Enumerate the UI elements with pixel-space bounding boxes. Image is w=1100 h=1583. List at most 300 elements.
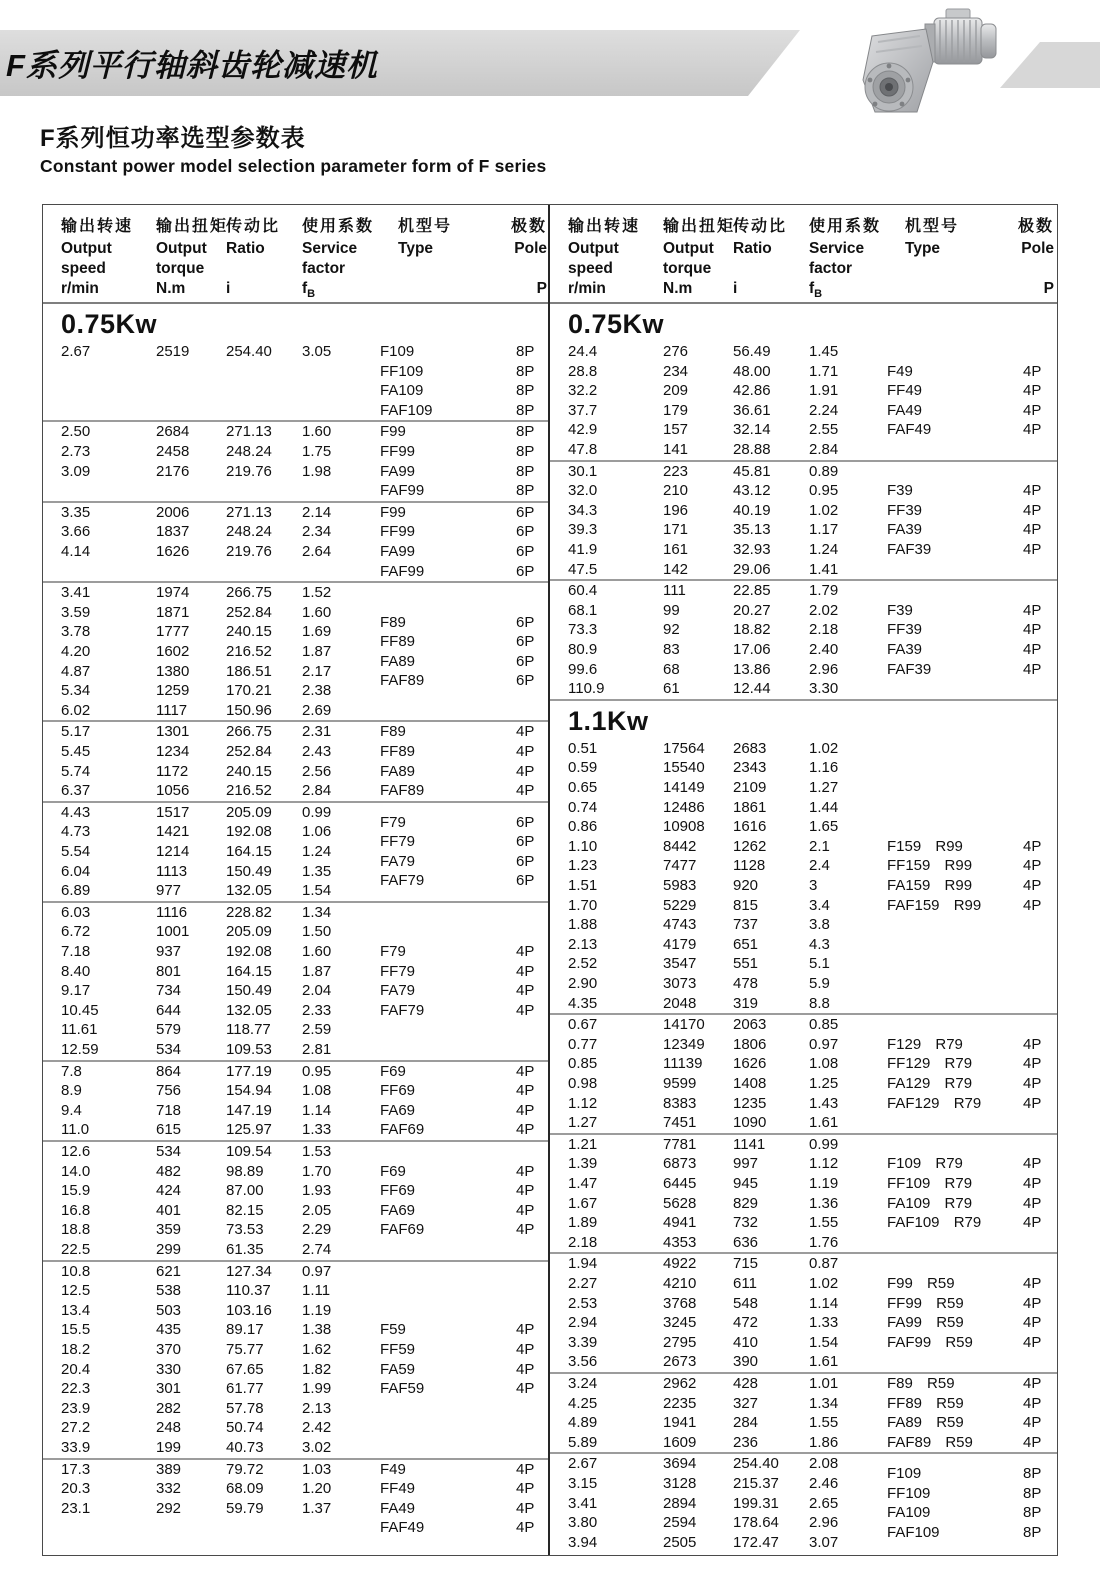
output-speed-value: 30.1: [568, 462, 598, 480]
output-speed-value: 3.41: [568, 1494, 598, 1512]
model-type: F99: [380, 423, 406, 441]
pole-count: 4P: [516, 982, 535, 1000]
output-speed-value: 0.98: [568, 1074, 598, 1092]
pole-count: 6P: [516, 652, 535, 670]
ratio-value: 240.15: [226, 762, 272, 780]
model-type-block: [380, 1062, 549, 1140]
output-torque-value: 6873: [663, 1155, 697, 1173]
output-speed-value: 1.88: [568, 916, 598, 934]
output-torque-value: 864: [156, 1062, 182, 1080]
model-type: FAF49: [380, 1519, 425, 1537]
model-type: F49: [887, 362, 913, 380]
parameter-group: [43, 503, 548, 581]
output-torque-value: 14149: [663, 778, 705, 796]
pole-count: 6P: [516, 852, 535, 870]
ratio-value: 410: [733, 1333, 759, 1351]
pole-count: 4P: [516, 742, 535, 760]
service-factor-value: 1.54: [809, 1333, 839, 1351]
pole-count: 4P: [1023, 1294, 1042, 1312]
pole-count: 4P: [1023, 896, 1042, 914]
output-torque-value: 142: [663, 560, 689, 578]
output-torque-value: 99: [663, 601, 680, 619]
service-factor-value: 2.59: [302, 1021, 332, 1039]
service-factor-value: 1.38: [302, 1321, 332, 1339]
service-factor-value: 2.69: [302, 701, 332, 719]
output-speed-value: 37.7: [568, 401, 598, 419]
output-speed-value: 2.27: [568, 1274, 598, 1292]
ratio-value: 428: [733, 1374, 759, 1392]
output-torque-value: 7781: [663, 1135, 697, 1153]
pole-count: 4P: [1023, 1155, 1042, 1173]
output-speed-value: 8.40: [61, 962, 91, 980]
ratio-value: 127.34: [226, 1262, 272, 1280]
table-header: [43, 205, 548, 304]
service-factor-value: 2.24: [809, 401, 839, 419]
output-speed-value: 1.47: [568, 1174, 598, 1192]
pole-count: 4P: [1023, 640, 1042, 658]
service-factor-value: 1.43: [809, 1094, 839, 1112]
model-type-row: [887, 1074, 1056, 1094]
model-type: F69: [380, 1062, 406, 1080]
pole-count: 4P: [516, 1380, 535, 1398]
service-factor-value: 4.3: [809, 935, 830, 953]
pole-count: 4P: [516, 1460, 535, 1478]
output-torque-value: 11139: [663, 1055, 703, 1073]
pole-count: 8P: [516, 462, 535, 480]
column-header-service-factor: 使用系数 Service factor $f_B$: [809, 218, 882, 301]
output-speed-value: 47.8: [568, 440, 598, 458]
model-type: F109 R79: [887, 1155, 963, 1173]
service-factor-value: 2.64: [302, 542, 332, 560]
output-torque-value: 1517: [156, 803, 190, 821]
service-factor-value: 1.08: [809, 1055, 839, 1073]
output-torque-value: 1777: [156, 623, 190, 641]
ratio-value: 35.13: [733, 521, 771, 539]
output-speed-value: 20.3: [61, 1480, 91, 1498]
model-type-block: [380, 722, 549, 800]
service-factor-value: 1.27: [809, 778, 839, 796]
ratio-value: 252.84: [226, 603, 272, 621]
pole-count: 8P: [516, 382, 535, 400]
output-speed-value: 23.9: [61, 1399, 91, 1417]
column-header-type: 机型号 Type: [905, 218, 960, 257]
ratio-value: 103.16: [226, 1301, 272, 1319]
ratio-value: 40.19: [733, 501, 771, 519]
output-torque-value: 5983: [663, 876, 697, 894]
output-speed-value: 5.74: [61, 762, 91, 780]
model-type-row: [380, 542, 549, 562]
service-factor-value: 1.87: [302, 962, 332, 980]
output-torque-value: 1113: [156, 862, 188, 880]
table-row: [43, 1142, 548, 1162]
service-factor-value: 1.65: [809, 818, 839, 836]
service-factor-value: 1.24: [809, 540, 839, 558]
output-torque-value: 1301: [156, 723, 190, 741]
output-torque-value: 248: [156, 1419, 182, 1437]
model-type-row: [380, 652, 549, 672]
model-type: FAF89 R59: [887, 1433, 973, 1451]
output-speed-value: 0.65: [568, 778, 598, 796]
service-factor-value: 1.60: [302, 423, 332, 441]
model-type-row: [380, 1460, 549, 1480]
model-type: FA89: [380, 652, 416, 670]
service-factor-value: 1.76: [809, 1233, 839, 1251]
output-torque-value: 1941: [663, 1414, 697, 1432]
output-torque-value: 3768: [663, 1294, 697, 1312]
model-type: FF49: [380, 1480, 416, 1498]
ratio-value: 248.24: [226, 523, 272, 541]
ratio-value: 1090: [733, 1114, 767, 1132]
output-torque-value: 8442: [663, 837, 697, 855]
table-row: [550, 817, 1057, 837]
output-torque-value: 5229: [663, 896, 697, 914]
service-factor-value: 2.84: [302, 782, 332, 800]
service-factor-value: 1.79: [809, 582, 839, 600]
pole-count: 8P: [516, 423, 535, 441]
parameter-group: [43, 1460, 548, 1538]
parameter-group: [550, 1374, 1057, 1452]
output-speed-value: 6.04: [61, 862, 91, 880]
output-speed-value: 3.41: [61, 584, 91, 602]
output-torque-value: 12349: [663, 1035, 705, 1053]
column-header-service-factor: 使用系数 Service factor $f_B$: [302, 218, 375, 301]
ratio-value: 2063: [733, 1016, 767, 1034]
parameter-group: [43, 903, 548, 1060]
output-speed-value: 3.78: [61, 623, 91, 641]
service-factor-value: 1.82: [302, 1360, 332, 1378]
output-speed-value: 2.52: [568, 955, 598, 973]
model-type: FA99 R59: [887, 1314, 964, 1332]
service-factor-value: 1.60: [302, 942, 332, 960]
output-speed-value: 3.56: [568, 1353, 598, 1371]
pole-count: 4P: [516, 1480, 535, 1498]
model-type: FF109: [380, 362, 424, 380]
pole-count: 4P: [1023, 1314, 1042, 1332]
output-torque-value: 1001: [156, 923, 190, 941]
parameter-group: [43, 1262, 548, 1458]
model-type-row: [380, 1320, 549, 1340]
ratio-value: 997: [733, 1155, 759, 1173]
output-torque-value: 2048: [663, 994, 697, 1012]
service-factor-value: 1.53: [302, 1142, 332, 1160]
model-type: FF89: [380, 742, 416, 760]
model-type-row: [887, 1333, 1056, 1353]
model-type: F39: [887, 482, 913, 500]
output-torque-value: 401: [156, 1201, 182, 1219]
parameter-group: [550, 1254, 1057, 1372]
pole-count: 8P: [1023, 1465, 1042, 1483]
model-type: FF79: [380, 962, 416, 980]
output-speed-value: 1.21: [568, 1135, 598, 1153]
ratio-value: 45.81: [733, 462, 771, 480]
model-type-block: [887, 1374, 1056, 1452]
model-type-row: [380, 1479, 549, 1499]
pole-count: 6P: [516, 613, 535, 631]
model-type-row: [887, 1394, 1056, 1414]
model-type: FF39: [887, 621, 923, 639]
service-factor-value: 0.87: [809, 1255, 839, 1273]
ratio-value: 67.65: [226, 1360, 264, 1378]
ratio-value: 2683: [733, 739, 767, 757]
output-torque-value: 2795: [663, 1333, 697, 1351]
pole-count: 4P: [516, 1360, 535, 1378]
service-factor-value: 0.97: [302, 1262, 332, 1280]
output-torque-value: 12486: [663, 798, 705, 816]
output-torque-value: 1421: [156, 823, 190, 841]
table-body-right: [550, 304, 1057, 1552]
model-type-row: [380, 632, 549, 652]
table-left-half: [43, 205, 550, 1555]
ratio-value: 61.77: [226, 1380, 264, 1398]
ratio-value: 73.53: [226, 1221, 264, 1239]
ratio-value: 2109: [733, 778, 767, 796]
output-speed-value: 4.35: [568, 994, 598, 1012]
output-torque-value: 83: [663, 640, 680, 658]
pole-count: 6P: [516, 633, 535, 651]
table-row: [550, 1113, 1057, 1133]
ratio-value: 319: [733, 994, 759, 1012]
service-factor-value: 3.02: [302, 1438, 332, 1456]
output-torque-value: 756: [156, 1082, 182, 1100]
output-torque-value: 359: [156, 1221, 182, 1239]
table-row: [43, 1240, 548, 1260]
service-factor-value: 1.50: [302, 923, 332, 941]
service-factor-value: 1.19: [809, 1174, 839, 1192]
service-factor-value: 0.89: [809, 462, 839, 480]
ratio-value: 150.96: [226, 701, 272, 719]
model-type: FAF49: [887, 421, 932, 439]
output-torque-value: 2594: [663, 1514, 697, 1532]
ratio-value: 815: [733, 896, 759, 914]
service-factor-value: 1.03: [302, 1460, 332, 1478]
output-speed-value: 3.39: [568, 1333, 598, 1351]
table-row: [550, 739, 1057, 759]
service-factor-value: 1.35: [302, 862, 332, 880]
model-type-row: [380, 381, 549, 401]
output-speed-value: 12.6: [61, 1142, 91, 1160]
output-speed-value: 0.67: [568, 1016, 598, 1034]
ratio-value: 236: [733, 1433, 759, 1451]
output-speed-value: 6.89: [61, 882, 91, 900]
service-factor-value: 2.81: [302, 1040, 332, 1058]
ratio-value: 205.09: [226, 923, 272, 941]
service-factor-value: 1.75: [302, 442, 332, 460]
ratio-value: 199.31: [733, 1494, 779, 1512]
pole-count: 4P: [516, 1162, 535, 1180]
ratio-value: 132.05: [226, 1001, 272, 1019]
pole-count: 6P: [516, 872, 535, 890]
pole-count: 8P: [516, 482, 535, 500]
ratio-value: 252.84: [226, 742, 272, 760]
parameter-group: [550, 581, 1057, 699]
model-type-row: [887, 601, 1056, 621]
parameter-group: [43, 583, 548, 720]
model-type-row: [887, 1174, 1056, 1194]
service-factor-value: 1.36: [809, 1194, 839, 1212]
model-type: F79: [380, 942, 406, 960]
output-speed-value: 42.9: [568, 421, 598, 439]
parameter-group: [43, 422, 548, 500]
service-factor-value: 1.14: [809, 1294, 839, 1312]
pole-count: 4P: [1023, 401, 1042, 419]
ratio-value: 172.47: [733, 1533, 779, 1551]
ratio-value: 178.64: [733, 1514, 779, 1532]
service-factor-value: 2.40: [809, 640, 839, 658]
model-type-block: [887, 1154, 1056, 1232]
ratio-value: 32.93: [733, 540, 771, 558]
table-row: [550, 915, 1057, 935]
output-speed-value: 2.13: [568, 935, 598, 953]
model-type-row: [380, 401, 549, 421]
model-type-row: [887, 876, 1056, 896]
output-torque-value: 2673: [663, 1353, 697, 1371]
output-torque-value: 2235: [663, 1394, 697, 1412]
output-speed-value: 23.1: [61, 1499, 91, 1517]
output-torque-value: 2894: [663, 1494, 697, 1512]
output-torque-value: 276: [663, 343, 689, 360]
output-speed-value: 16.8: [61, 1201, 91, 1219]
output-speed-value: 73.3: [568, 621, 598, 639]
service-factor-value: 0.97: [809, 1035, 839, 1053]
model-type-row: [380, 503, 549, 523]
output-torque-value: 1259: [156, 682, 190, 700]
output-speed-value: 24.4: [568, 343, 598, 360]
ratio-value: 1806: [733, 1035, 767, 1053]
ratio-value: 154.94: [226, 1082, 272, 1100]
model-type-block: [887, 837, 1056, 915]
pole-count: 8P: [1023, 1523, 1042, 1541]
model-type-row: [887, 1374, 1056, 1394]
model-type-block: [887, 362, 1056, 440]
ratio-value: 551: [733, 955, 759, 973]
output-speed-value: 12.59: [61, 1040, 99, 1058]
output-torque-value: 1056: [156, 782, 190, 800]
service-factor-value: 1.01: [809, 1374, 839, 1392]
service-factor-value: 1.37: [302, 1499, 332, 1517]
ratio-value: 125.97: [226, 1121, 272, 1139]
service-factor-value: 1.24: [302, 842, 332, 860]
output-speed-value: 33.9: [61, 1438, 91, 1456]
ratio-value: 150.49: [226, 982, 272, 1000]
model-type-row: [380, 981, 549, 1001]
pole-count: 8P: [1023, 1484, 1042, 1502]
service-factor-value: 1.41: [809, 560, 839, 578]
output-torque-value: 111: [663, 582, 686, 600]
service-factor-value: 1.71: [809, 362, 839, 380]
service-factor-value: 1.34: [809, 1394, 839, 1412]
model-type: FA39: [887, 640, 923, 658]
ratio-value: 271.13: [226, 423, 272, 441]
ratio-value: 636: [733, 1233, 759, 1251]
service-factor-value: 2.46: [809, 1474, 839, 1492]
service-factor-value: 1.62: [302, 1340, 332, 1358]
service-factor-value: 1.08: [302, 1082, 332, 1100]
ratio-value: 132.05: [226, 882, 272, 900]
model-type-row: [380, 781, 549, 801]
table-row: [550, 560, 1057, 580]
output-torque-value: 1602: [156, 642, 190, 660]
model-type-row: [887, 1154, 1056, 1174]
parameter-group: [550, 1015, 1057, 1133]
model-type: FA109: [380, 382, 424, 400]
service-factor-value: 2.43: [302, 742, 332, 760]
ratio-value: 216.52: [226, 642, 272, 660]
ratio-value: 732: [733, 1214, 759, 1232]
output-torque-value: 282: [156, 1399, 182, 1417]
output-speed-value: 15.5: [61, 1321, 91, 1339]
pole-count: 4P: [1023, 660, 1042, 678]
model-type-row: [887, 381, 1056, 401]
output-torque-value: 92: [663, 621, 680, 639]
output-speed-value: 10.45: [61, 1001, 99, 1019]
output-torque-value: 503: [156, 1301, 182, 1319]
model-type-row: [380, 671, 549, 691]
pole-count: 4P: [1023, 421, 1042, 439]
service-factor-value: 8.8: [809, 994, 830, 1012]
pole-count: 4P: [516, 1519, 535, 1537]
ratio-value: 284: [733, 1414, 759, 1432]
model-type-block: [380, 422, 549, 500]
output-speed-value: 1.51: [568, 876, 598, 894]
pole-count: 4P: [516, 1340, 535, 1358]
output-torque-value: 6445: [663, 1174, 697, 1192]
ratio-value: 327: [733, 1394, 759, 1412]
output-torque-value: 615: [156, 1121, 182, 1139]
model-type: FAF109: [887, 1523, 940, 1541]
ratio-value: 186.51: [226, 662, 272, 680]
output-speed-value: 1.89: [568, 1214, 598, 1232]
ratio-value: 240.15: [226, 623, 272, 641]
output-speed-value: 0.77: [568, 1035, 598, 1053]
model-type-row: [887, 896, 1056, 916]
output-torque-value: 5628: [663, 1194, 697, 1212]
pole-count: 4P: [516, 1499, 535, 1517]
service-factor-value: 5.1: [809, 955, 830, 973]
model-type: FA159 R99: [887, 876, 973, 894]
service-factor-value: 3.30: [809, 680, 839, 698]
ratio-value: 1262: [733, 837, 767, 855]
pole-count: 4P: [516, 723, 535, 741]
pole-count: 6P: [516, 542, 535, 560]
model-type: FF69: [380, 1082, 416, 1100]
pole-count: 4P: [516, 1121, 535, 1139]
service-factor-value: 1.61: [809, 1114, 839, 1132]
parameter-group: [43, 803, 548, 901]
parameter-group: [550, 1135, 1057, 1253]
model-type: FAF79: [380, 872, 425, 890]
model-type-row: [887, 640, 1056, 660]
model-type-row: [887, 837, 1056, 857]
output-speed-value: 2.94: [568, 1314, 598, 1332]
model-type-row: [380, 1220, 549, 1240]
model-type-block: [380, 342, 549, 420]
service-factor-value: 2.84: [809, 440, 839, 458]
output-torque-value: 223: [663, 462, 689, 480]
model-type-row: [887, 1433, 1056, 1453]
ratio-value: 43.12: [733, 482, 771, 500]
model-type-row: [887, 520, 1056, 540]
pole-count: 6P: [516, 813, 535, 831]
ratio-value: 390: [733, 1353, 759, 1371]
output-torque-value: 370: [156, 1340, 182, 1358]
ratio-value: 254.40: [733, 1455, 779, 1473]
output-torque-value: 2176: [156, 462, 190, 480]
model-type-block: [887, 1035, 1056, 1113]
output-torque-value: 4941: [663, 1214, 697, 1232]
output-torque-value: 977: [156, 882, 182, 900]
service-factor-value: 1.33: [302, 1121, 332, 1139]
output-speed-value: 10.8: [61, 1262, 91, 1280]
